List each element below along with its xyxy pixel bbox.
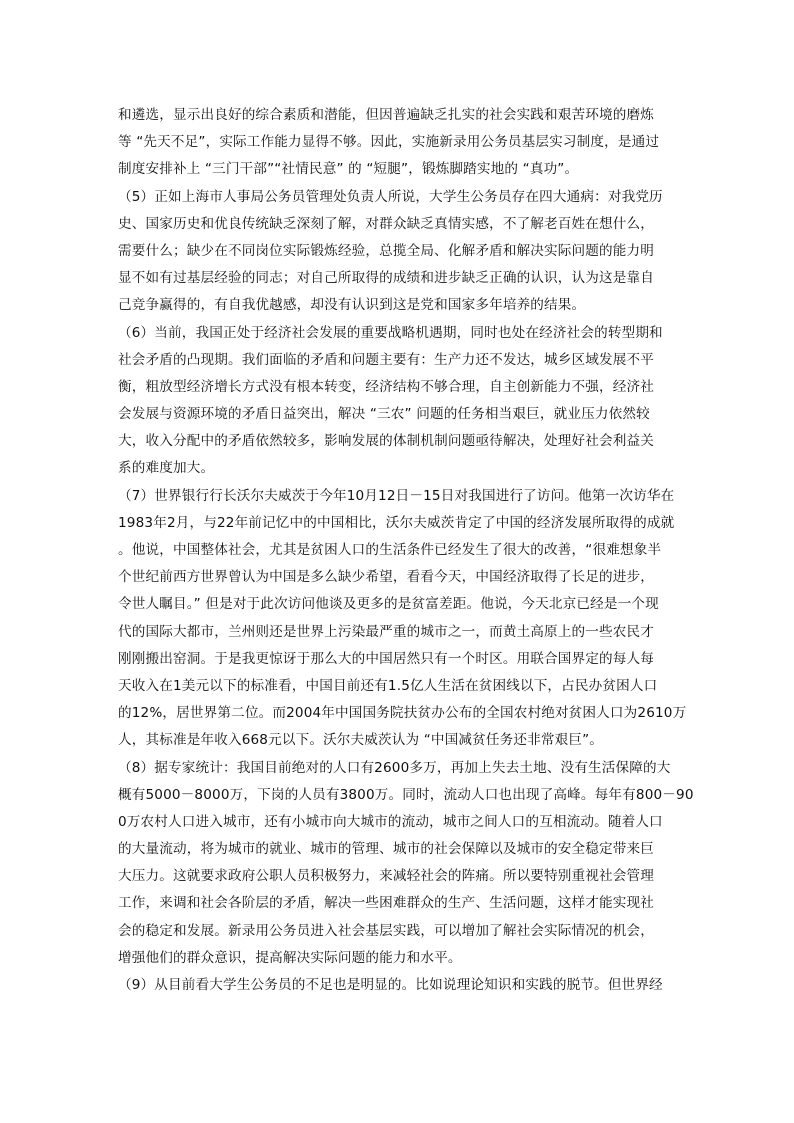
text-line: 的12%，居世界第二位。而2004年中国国务院扶贫办公布的全国农村绝对贫困人口为2610万 — [118, 705, 687, 722]
text-line: 。他说，中国整体社会，尤其是贫困人口的生活条件已经发生了很大的改善，“很难想象半 — [118, 542, 662, 558]
text-line: 概有5000－8000万，下岗的人员有3800万。同时，流动人口也出现了高峰。每年有800－90 — [118, 786, 694, 803]
text-line: 需要什么；缺少在不同岗位实际锻炼经验，总揽全局、化解矛盾和解决实际问题的能力明 — [118, 242, 655, 259]
text-line: 史、国家历史和优良传统缺乏深刻了解，对群众缺乏真情实感，不了解老百姓在想什么， — [118, 215, 655, 232]
text-line: 会发展与资源环境的矛盾日益突出，解决 “三农” 问题的任务相当艰巨，就业压力依然较 — [118, 406, 650, 423]
text-line: 代的国际大都市，兰州则还是世界上污染最严重的城市之一，而黄土高原上的一些农民才 — [118, 623, 655, 640]
text-line: 和遴选，显示出良好的综合素质和潜能，但因普遍缺乏扎实的社会实践和艰苦环境的磨炼 — [118, 107, 655, 123]
text-line: 人，其标准是年收入668元以下。沃尔夫威茨认为 “中国减贫任务还非常艰巨”。 — [118, 732, 604, 749]
text-line: 天收入在1美元以下的标准看，中国目前还有1.5亿人生活在贫困线以下，占民办贫困人口 — [118, 677, 658, 694]
text-line: 己竞争赢得的，有自我优越感，却没有认识到这是党和国家多年培养的结果。 — [118, 297, 586, 314]
text-line: 令世人瞩目。” 但是对于此次访问他谈及更多的是贫富差距。他说，今天北京已经是一个现 — [118, 596, 659, 613]
text-line: 会的稳定和发展。新录用公务员进入社会基层实践，可以增加了解社会实际情况的机会， — [118, 922, 655, 939]
text-line: 工作，来调和社会各阶层的矛盾，解决一些困难群众的生产、生活问题，这样才能实现社 — [118, 895, 655, 912]
text-line: （6）当前，我国正处于经济社会发展的重要战略机遇期，同时也处在经济社会的转型期和 — [118, 324, 663, 341]
text-line: 制度安排补上 “三门干部”“社情民意” 的 “短腿”，锻炼脚踏实地的 “真功”。 — [118, 161, 579, 178]
text-line: 大，收入分配中的矛盾依然较多，影响发展的体制机制问题亟待解决，处理好社会利益关 — [118, 433, 655, 450]
text-line: 社会矛盾的凸现期。我们面临的矛盾和问题主要有：生产力还不发达，城乡区域发展不平 — [118, 351, 655, 368]
text-line: 衡，粗放型经济增长方式没有根本转变，经济结构不够合理，自主创新能力不强，经济社 — [118, 378, 655, 395]
text-line: 等 “先天不足”，实际工作能力显得不够。因此，实施新录用公务员基层实习制度，是通过 — [118, 134, 660, 151]
text-line: 0万农村人口进入城市，还有小城市向大城市的流动，城市之间人口的互相流动。随着人口 — [118, 813, 663, 830]
text-line: 大压力。这就要求政府公职人员积极努力，来减轻社会的阵痛。所以要特别重视社会管理 — [118, 868, 655, 885]
text-line: 个世纪前西方世界曾认为中国是多么缺少希望，看看今天，中国经济取得了长足的进步， — [118, 569, 655, 586]
text-line: 增强他们的群众意识，提高解决实际问题的能力和水平。 — [118, 949, 462, 966]
text-line: （8）据专家统计：我国目前绝对的人口有2600多万，再加上失去土地、没有生活保障的大 — [118, 759, 671, 776]
text-line: 1983年2月，与22年前记忆中的中国相比，沃尔夫威茨肯定了中国的经济发展所取得的成就 — [118, 514, 675, 531]
document-body — [118, 102, 694, 999]
text-line: （9）从目前看大学生公务员的不足也是明显的。比如说理论知识和实践的脱节。但世界经 — [118, 977, 663, 993]
text-line: （7）世界银行行长沃尔夫威茨于今年10月12日－15日对我国进行了访问。他第一次访华在 — [118, 487, 675, 504]
text-line: 的大量流动，将为城市的就业、城市的管理、城市的社会保障以及城市的安全稳定带来巨 — [118, 841, 655, 858]
text-line: 刚刚搬出窑洞。于是我更惊讶于那么大的中国居然只有一个时区。用联合国界定的每人每 — [118, 650, 655, 667]
text-line: （5）正如上海市人事局公务员管理处负责人所说，大学生公务员存在四大通病：对我党历 — [118, 188, 663, 205]
text-line: 显不如有过基层经验的同志；对自己所取得的成绩和进步缺乏正确的认识，认为这是靠自 — [118, 270, 655, 287]
text-line: 系的难度加大。 — [118, 460, 215, 477]
